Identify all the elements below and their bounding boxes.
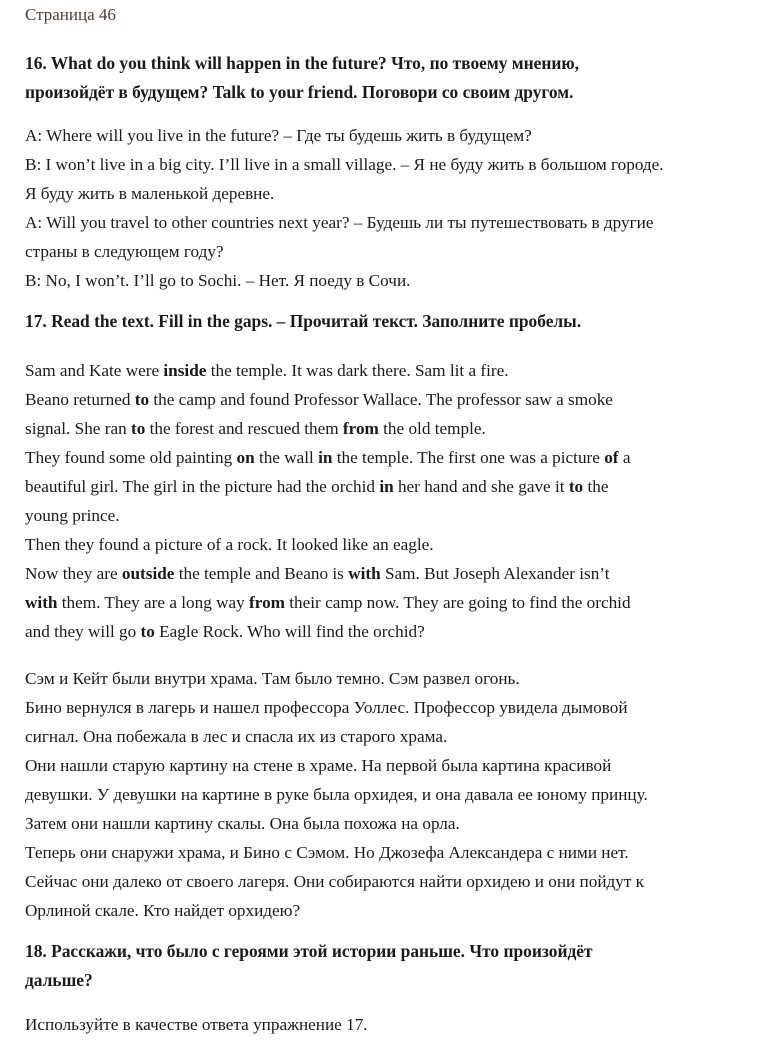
- text-segment: her hand and she gave it: [393, 477, 569, 496]
- text-segment: Then they found a picture of a rock. It looked like an eagle.: [25, 535, 434, 554]
- russian-line: Орлиной скале. Кто найдет орхидею?: [25, 901, 301, 920]
- english-line: [25, 588, 751, 617]
- exercise-16: [25, 49, 751, 295]
- exercise-16-dialogue: [25, 121, 751, 295]
- exercise-17-english-text: [25, 356, 751, 646]
- english-line: [25, 414, 751, 443]
- english-line: [25, 472, 751, 501]
- exercise-16-heading-line-2: произойдёт в будущем? Talk to your friend. Поговори со своим другом.: [25, 82, 574, 102]
- text-segment: and they will go: [25, 622, 141, 641]
- text-segment: young prince.: [25, 506, 120, 525]
- english-line: [25, 501, 751, 530]
- text-segment: They found some old painting: [25, 448, 237, 467]
- english-line: [25, 530, 751, 559]
- text-segment: Beano returned: [25, 390, 135, 409]
- exercise-17-russian-text: [25, 664, 751, 925]
- dialogue-line: страны в следующем году?: [25, 242, 224, 261]
- text-segment: the temple. The first one was a picture: [332, 448, 605, 467]
- russian-line: сигнал. Она побежала в лес и спасла их из старого храма.: [25, 727, 448, 746]
- gap-answer: of: [604, 448, 619, 467]
- text-segment: the old temple.: [378, 419, 486, 438]
- russian-line: Теперь они снаружи храма, и Бино с Сэмом. Но Джозефа Александера с ними нет.: [25, 843, 629, 862]
- exercise-16-heading-line-1: 16. What do you think will happen in the future? Что, по твоему мнению,: [25, 53, 580, 73]
- text-segment: their camp now. They are going to find the orchid: [284, 593, 631, 612]
- gap-answer: from: [342, 419, 379, 438]
- text-segment: the forest and rescued them: [145, 419, 343, 438]
- dialogue-line: A: Where will you live in the future? – Где ты будешь жить в будущем?: [25, 126, 532, 145]
- russian-line: девушки. У девушки на картине в руке была орхидея, и она давала ее юному принцу.: [25, 785, 648, 804]
- text-segment: a: [618, 448, 631, 467]
- text-segment: the wall: [254, 448, 319, 467]
- russian-line: Сэм и Кейт были внутри храма. Там было темно. Сэм развел огонь.: [25, 669, 520, 688]
- text-segment: them. They are a long way: [57, 593, 250, 612]
- text-segment: the temple. It was dark there. Sam lit a fire.: [206, 361, 509, 380]
- dialogue-line: Я буду жить в маленькой деревне.: [25, 184, 275, 203]
- russian-line: Сейчас они далеко от своего лагеря. Они собираются найти орхидею и они пойдут к: [25, 872, 645, 891]
- gap-answer: in: [318, 448, 333, 467]
- exercise-17: [25, 307, 751, 925]
- gap-answer: to: [130, 419, 146, 438]
- text-segment: the temple and Beano is: [174, 564, 349, 583]
- exercise-17-heading: 17. Read the text. Fill in the gaps. – Прочитай текст. Заполните пробелы.: [25, 311, 582, 331]
- text-segment: Sam and Kate were: [25, 361, 164, 380]
- gap-answer: with: [348, 564, 381, 583]
- text-segment: Now they are: [25, 564, 122, 583]
- dialogue-line: B: I won’t live in a big city. I’ll live in a small village. – Я не буду жить в большом городе.: [25, 155, 664, 174]
- gap-answer: on: [236, 448, 255, 467]
- text-segment: signal. She ran: [25, 419, 131, 438]
- english-line: [25, 356, 751, 385]
- exercise-18: [25, 937, 751, 1039]
- text-segment: beautiful girl. The girl in the picture had the orchid: [25, 477, 380, 496]
- gap-answer: to: [134, 390, 150, 409]
- gap-answer: to: [140, 622, 155, 641]
- dialogue-line: A: Will you travel to other countries next year? – Будешь ли ты путешествовать в другие: [25, 213, 654, 232]
- english-line: [25, 443, 751, 472]
- exercise-18-heading-line-2: дальше?: [25, 970, 93, 990]
- english-line: [25, 617, 751, 646]
- gap-answer: with: [25, 593, 58, 612]
- english-line: [25, 559, 751, 588]
- gap-answer: outside: [121, 564, 175, 583]
- gap-answer: to: [568, 477, 584, 496]
- exercise-18-answer: Используйте в качестве ответа упражнение 17.: [25, 1015, 368, 1034]
- gap-answer: from: [249, 593, 285, 612]
- text-segment: Sam. But Joseph Alexander isn’t: [380, 564, 610, 583]
- dialogue-line: B: No, I won’t. I’ll go to Sochi. – Нет. Я поеду в Сочи.: [25, 271, 411, 290]
- russian-line: Бино вернулся в лагерь и нашел профессора Уоллес. Профессор увидела дымовой: [25, 698, 628, 717]
- text-segment: the camp and found Professor Wallace. The professor saw a smoke: [149, 390, 613, 409]
- english-line: [25, 385, 751, 414]
- text-segment: Eagle Rock. Who will find the orchid?: [154, 622, 425, 641]
- russian-line: Они нашли старую картину на стене в храме. На первой была картина красивой: [25, 756, 612, 775]
- text-segment: the: [583, 477, 609, 496]
- page-label: Страница 46: [25, 5, 116, 24]
- russian-line: Затем они нашли картину скалы. Она была похожа на орла.: [25, 814, 460, 833]
- gap-answer: in: [379, 477, 394, 496]
- exercise-18-heading-line-1: 18. Расскажи, что было с героями этой истории раньше. Что произойдёт: [25, 941, 593, 961]
- gap-answer: inside: [163, 361, 207, 380]
